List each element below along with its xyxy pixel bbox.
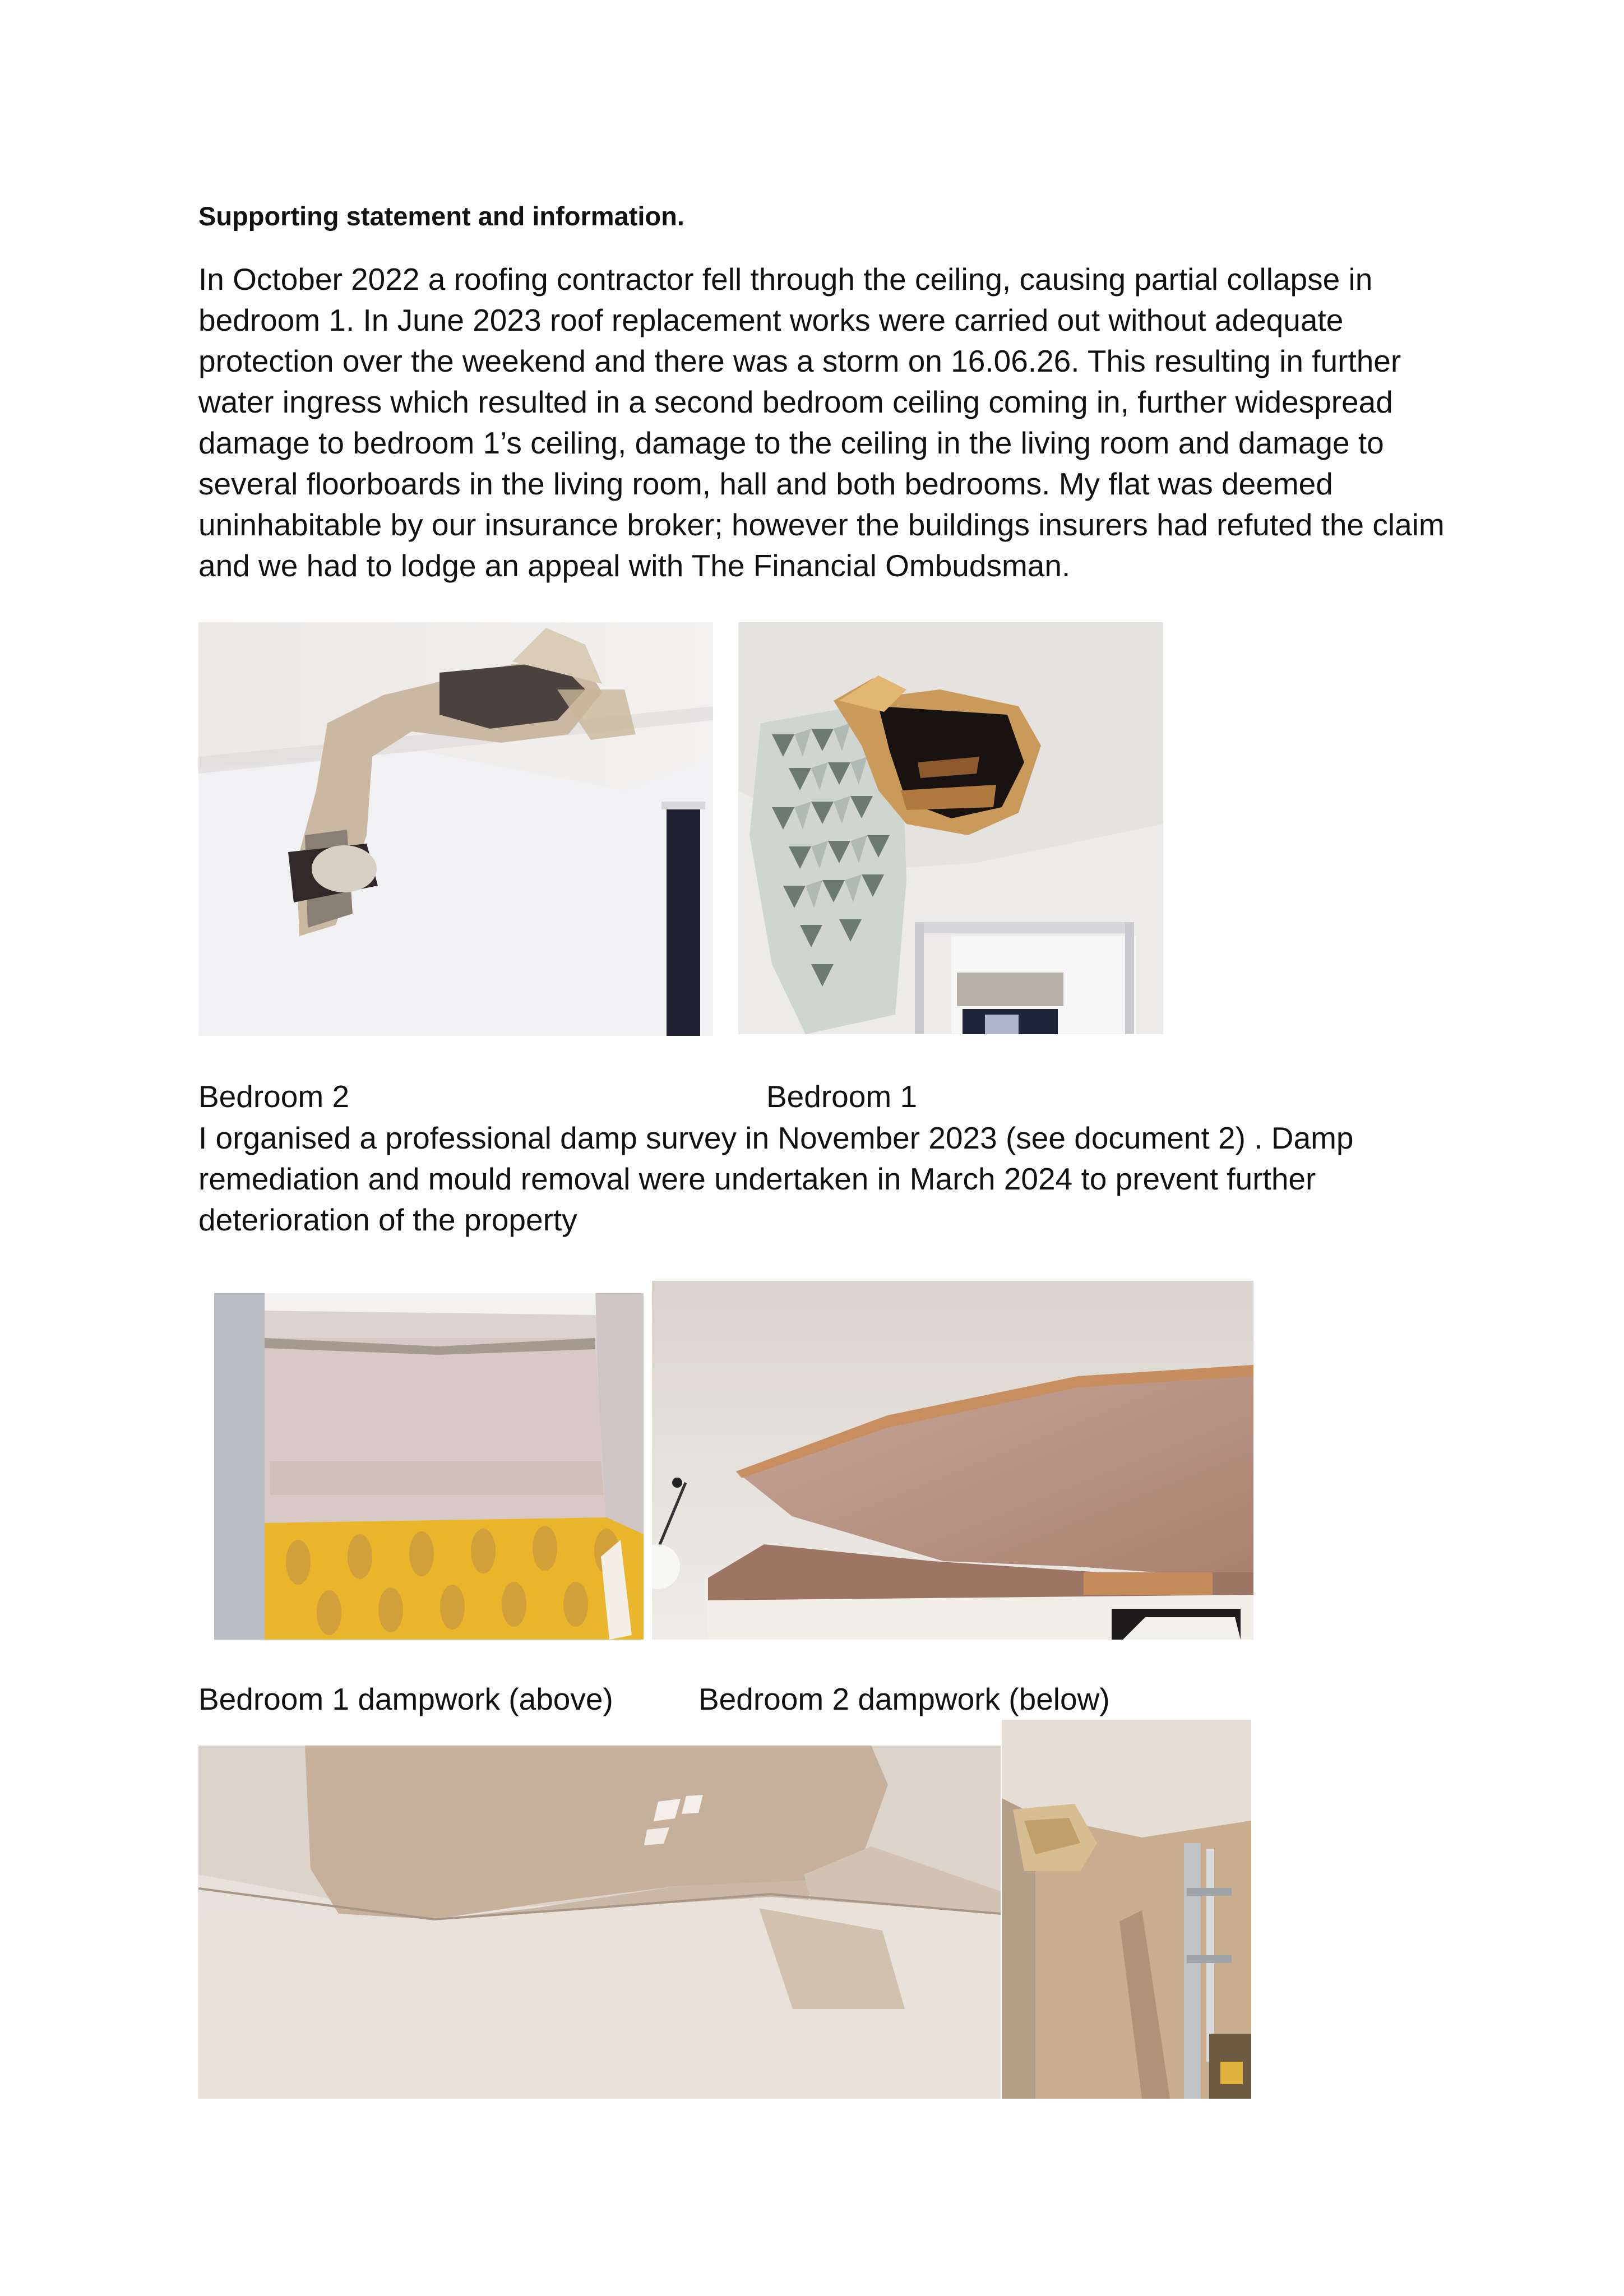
photo-bedroom-1-ceiling — [738, 622, 1163, 1034]
paragraph-line: In October 2022 a roofing contractor fell through the ceiling, causing partial collapse in — [198, 262, 1373, 297]
paragraph-line: uninhabitable by our insurance broker; however the buildings insurers had refuted the claim — [198, 507, 1445, 542]
paragraph-line: deterioration of the property — [198, 1202, 577, 1237]
caption-bedroom-2-dampwork: Bedroom 2 dampwork (below) — [698, 1682, 1110, 1716]
paragraph-line: water ingress which resulted in a second bedroom ceiling coming in, further widespread — [198, 385, 1393, 419]
paragraph-line: remediation and mould removal were undertaken in March 2024 to prevent further — [198, 1161, 1316, 1196]
paragraph-line: I organised a professional damp survey in November 2023 (see document 2) . Damp — [198, 1121, 1354, 1155]
statement-paragraph — [198, 259, 1460, 586]
paragraph-line: several floorboards in the living room, hall and both bedrooms. My flat was deemed — [198, 466, 1333, 501]
photo-bedroom-2-corner-pipe — [1002, 1720, 1251, 2099]
caption-bedroom-2: Bedroom 2 — [198, 1079, 350, 1114]
caption-bedroom-1-dampwork: Bedroom 1 dampwork (above) — [198, 1682, 613, 1716]
damp-survey-paragraph — [198, 1118, 1460, 1240]
page-heading: Supporting statement and information. — [198, 201, 684, 231]
photo-bedroom-1-dampwork — [214, 1293, 644, 1640]
paragraph-line: damage to bedroom 1’s ceiling, damage to the ceiling in the living room and damage to — [198, 425, 1384, 460]
paragraph-line: bedroom 1. In June 2023 roof replacement works were carried out without adequate — [198, 303, 1344, 337]
paragraph-line: protection over the weekend and there was a storm on 16.06.26. This resulting in further — [198, 344, 1401, 378]
photo-bedroom-2-ceiling — [198, 622, 713, 1036]
caption-bedroom-1: Bedroom 1 — [766, 1079, 918, 1114]
photo-ceiling-dampwork — [652, 1281, 1253, 1640]
paragraph-line: and we had to lodge an appeal with The Financial Ombudsman. — [198, 548, 1071, 583]
photo-bedroom-2-dampwork-wide — [198, 1746, 1001, 2099]
